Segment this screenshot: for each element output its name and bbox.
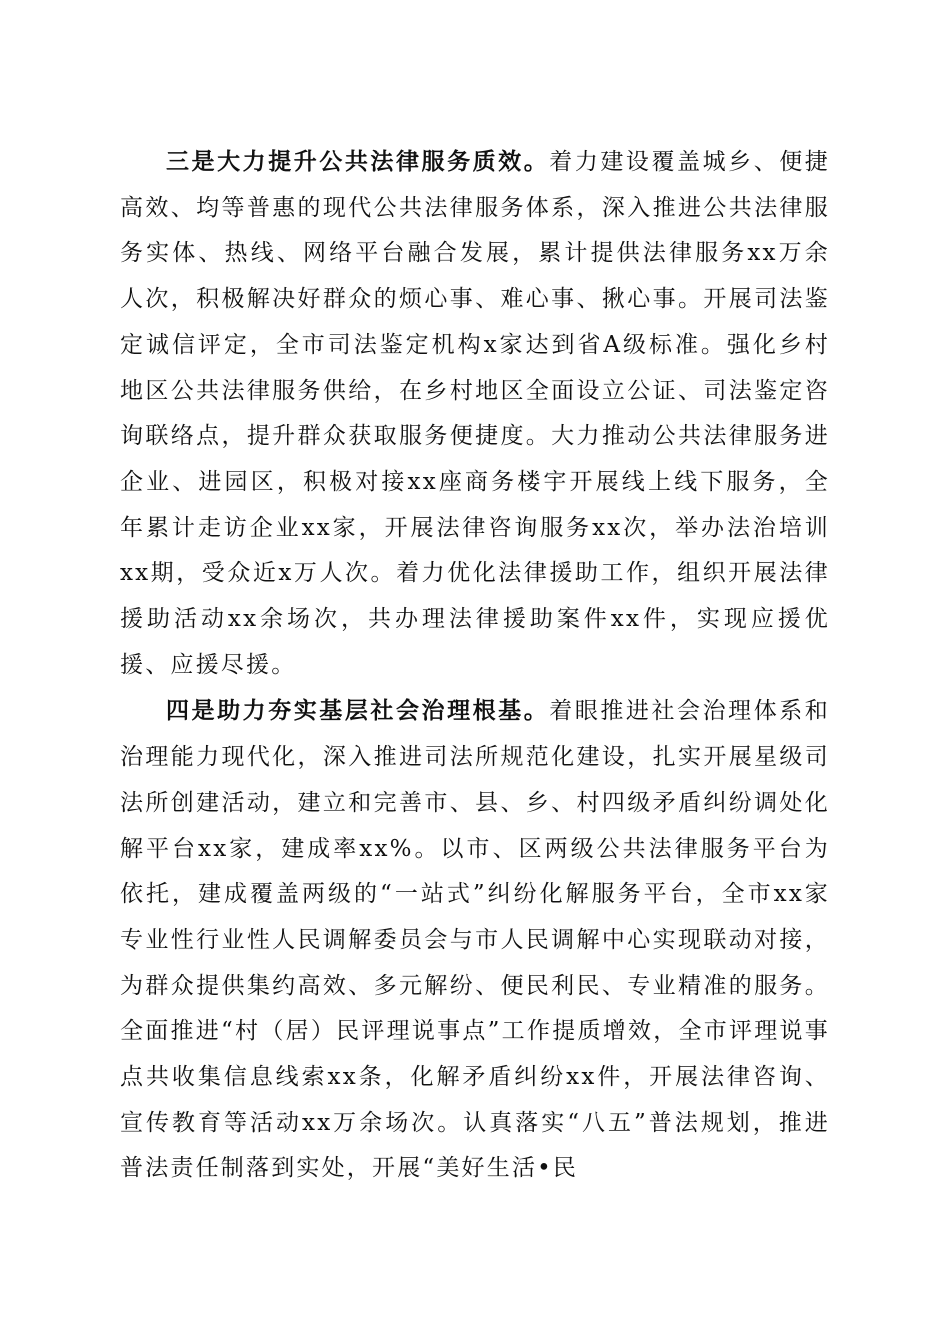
paragraph-lead: 四是助力夯实基层社会治理根基。 [166, 697, 550, 725]
document-body [120, 139, 830, 1192]
paragraph-lead: 三是大力提升公共法律服务质效。 [166, 148, 550, 175]
paragraph-grassroots-governance [120, 688, 830, 1192]
paragraph-text: 着力建设覆盖城乡、便捷高效、均等普惠的现代公共法律服务体系，深入推进公共法律服务实体、热线、网络平台融合发展，累计提供法律服务xx万余人次，积极解决好群众的烦心事、难心事、揪心事。开展司法鉴定诚信评定，全市司法鉴定机构x家达到省A级标准。强化乡村地区公共法律服务供给，在乡村地区全面设立公证、司法鉴定咨询联络点，提升群众获取服务便捷度。大力推动公共法律服务进企业、进园区，积极对接xx座商务楼宇开展线上线下服务，全年累计走访企业xx家，开展法律咨询服务xx次，举办法治培训xx期，受众近x万人次。着力优化法律援助工作，组织开展法律援助活动xx余场次，共办理法律援助案件xx件，实现应援优援、应援尽援。 [120, 149, 831, 678]
paragraph-public-legal-services [120, 139, 830, 688]
paragraph-text: 着眼推进社会治理体系和治理能力现代化，深入推进司法所规范化建设，扎实开展星级司法所创建活动，建立和完善市、县、乡、村四级矛盾纠纷调处化解平台xx家，建成率xx%。以市、区两级公共法律服务平台为依托，建成覆盖两级的“一站式”纠纷化解服务平台，全市xx家专业性行业性人民调解委员会与市人民调解中心实现联动对接，为群众提供集约高效、多元解纷、便民利民、专业精准的服务。全面推进“村（居）民评理说事点”工作提质增效，全市评理说事点共收集信息线索xx条，化解矛盾纠纷xx件，开展法律咨询、宣传教育等活动xx万余场次。认真落实“八五”普法规划，推进普法责任制落到实处，开展“美好生活•民 [120, 698, 831, 1182]
